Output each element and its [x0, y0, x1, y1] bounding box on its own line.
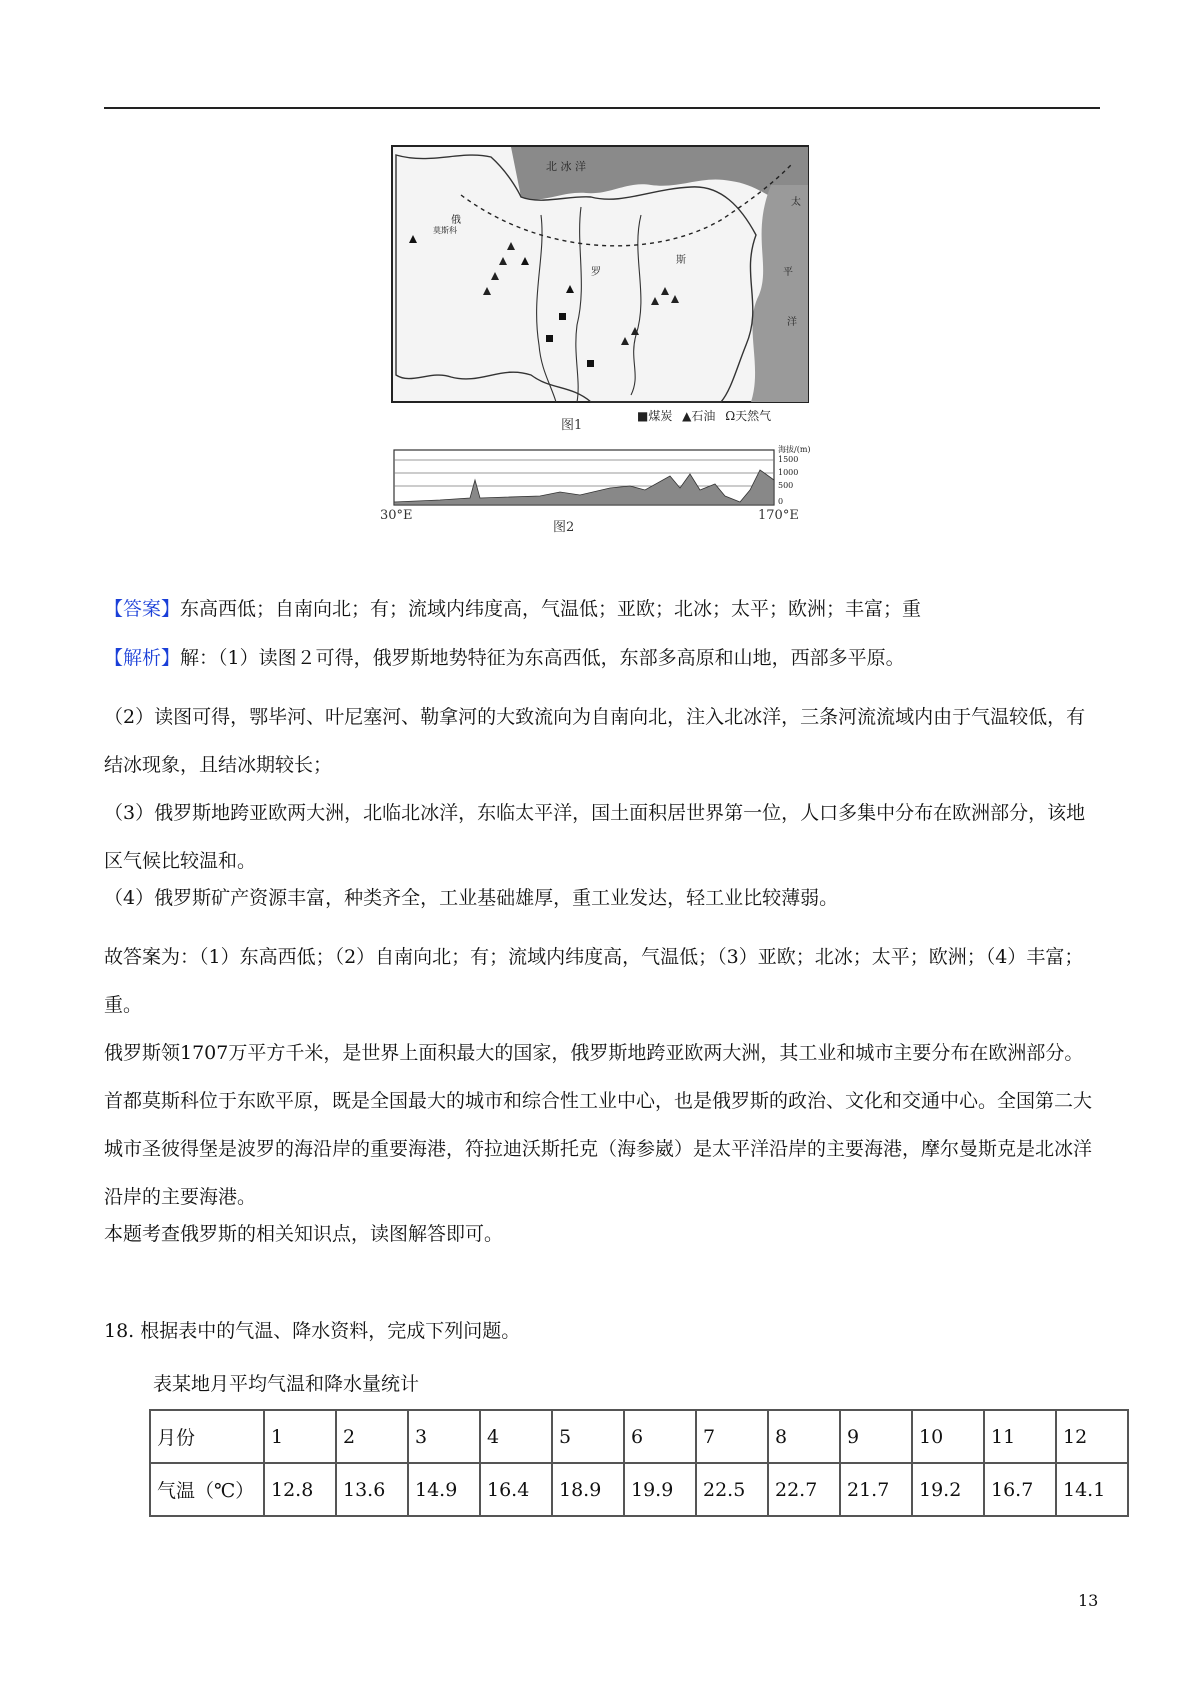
profile-y-title: 海拔/(m) [778, 445, 811, 454]
temp-cell: 16.7 [984, 1463, 1056, 1516]
temp-cell: 22.7 [768, 1463, 840, 1516]
question-number: 18. [104, 1320, 135, 1342]
country-label-3: 斯 [676, 255, 686, 266]
temp-cell: 13.6 [336, 1463, 408, 1516]
answer-tag: 【答案】 [104, 598, 181, 620]
gas-legend: Ω天然气 [725, 409, 772, 423]
month-cell: 1 [264, 1410, 336, 1463]
pacific-label-2: 平 [783, 267, 793, 278]
header-rule [104, 107, 1100, 109]
terrain-profile [380, 440, 820, 508]
temp-cell: 21.7 [840, 1463, 912, 1516]
profile-caption: 图2 [553, 520, 575, 535]
coal-legend: ■煤炭 [637, 409, 673, 423]
answer-text: 东高西低；自南向北；有；流域内纬度高，气温低；亚欧；北冰；太平；欧洲；丰富；重 [180, 598, 922, 620]
temp-cell: 16.4 [480, 1463, 552, 1516]
temp-cell: 14.1 [1056, 1463, 1128, 1516]
russia-map [391, 145, 809, 403]
map-caption: 图1 [561, 418, 583, 433]
y-tick-500: 500 [778, 481, 794, 490]
header-cell: 月份 [150, 1410, 264, 1463]
arctic-ocean-label: 北 冰 洋 [546, 160, 586, 173]
temp-cell: 12.8 [264, 1463, 336, 1516]
month-cell: 4 [480, 1410, 552, 1463]
question-18 [104, 1318, 1100, 1344]
month-cell: 9 [840, 1410, 912, 1463]
table-row-temperature [150, 1463, 1128, 1516]
answer-line [104, 596, 1100, 622]
pacific-label-1: 太 [791, 197, 801, 208]
analysis-tag: 【解析】 [104, 647, 181, 669]
table-title: 表某地月平均气温和降水量统计 [153, 1373, 420, 1395]
temp-cell: 14.9 [408, 1463, 480, 1516]
temp-cell: 19.2 [912, 1463, 984, 1516]
month-cell: 12 [1056, 1410, 1128, 1463]
temp-cell: 22.5 [696, 1463, 768, 1516]
month-cell: 11 [984, 1410, 1056, 1463]
oil-legend: ▲石油 [682, 409, 716, 423]
table-row-month [150, 1410, 1128, 1463]
analysis-first: 解：（1）读图２可得，俄罗斯地势特征为东高西低，东部多高原和山地，西部多平原。 [180, 647, 905, 669]
month-cell: 2 [336, 1410, 408, 1463]
climate-table [149, 1409, 1129, 1517]
country-label-2: 罗 [591, 267, 601, 278]
month-cell: 3 [408, 1410, 480, 1463]
month-cell: 8 [768, 1410, 840, 1463]
analysis-p5: 故答案为：（1）东高西低；（2）自南向北；有；流域内纬度高，气温低；（3）亚欧；北冰；太平；欧洲；（4）丰富；重。 [104, 946, 1084, 1016]
map-legend [637, 407, 777, 424]
y-tick-1000: 1000 [778, 468, 799, 477]
page-number: 13 [1078, 1591, 1099, 1610]
analysis-p2: （2）读图可得，鄂毕河、叶尼塞河、勒拿河的大致流向为自南向北，注入北冰洋，三条河流流域内由于气温较低，有结冰现象，且结冰期较长； [104, 706, 1086, 776]
y-tick-1500: 1500 [778, 455, 799, 464]
analysis-p7: 本题考查俄罗斯的相关知识点，读图解答即可。 [104, 1223, 504, 1245]
temp-cell: 18.9 [552, 1463, 624, 1516]
lon-left: 30°E [380, 508, 413, 523]
month-cell: 5 [552, 1410, 624, 1463]
analysis-line [104, 645, 1100, 671]
pacific-label-3: 洋 [787, 317, 797, 328]
y-tick-0: 0 [778, 497, 784, 506]
moscow-label: 莫斯科 [433, 226, 457, 235]
month-cell: 10 [912, 1410, 984, 1463]
analysis-p4: （4）俄罗斯矿产资源丰富，种类齐全，工业基础雄厚，重工业发达，轻工业比较薄弱。 [104, 887, 839, 909]
lon-right: 170°E [758, 508, 799, 523]
analysis-p6: 俄罗斯领1707万平方千米，是世界上面积最大的国家，俄罗斯地跨亚欧两大洲，其工业和城市主要分布在欧洲部分。首都莫斯科位于东欧平原，既是全国最大的城市和综合性工业中心，也是俄罗斯的政治、文化和交通中心。全国第二大城市圣彼得堡是波罗的海沿岸的重要海港，符拉迪沃斯托克（海参崴）是太平洋沿岸的主要海港，摩尔曼斯克是北冰洋沿岸的主要海港。 [104, 1042, 1093, 1208]
analysis-p3: （3）俄罗斯地跨亚欧两大洲，北临北冰洋，东临太平洋，国土面积居世界第一位，人口多集中分布在欧洲部分，该地区气候比较温和。 [104, 802, 1086, 872]
header-cell: 气温（℃） [150, 1463, 264, 1516]
month-cell: 6 [624, 1410, 696, 1463]
month-cell: 7 [696, 1410, 768, 1463]
temp-cell: 19.9 [624, 1463, 696, 1516]
country-label-1: 俄 [451, 215, 461, 226]
question-text: 根据表中的气温、降水资料，完成下列问题。 [140, 1320, 521, 1342]
